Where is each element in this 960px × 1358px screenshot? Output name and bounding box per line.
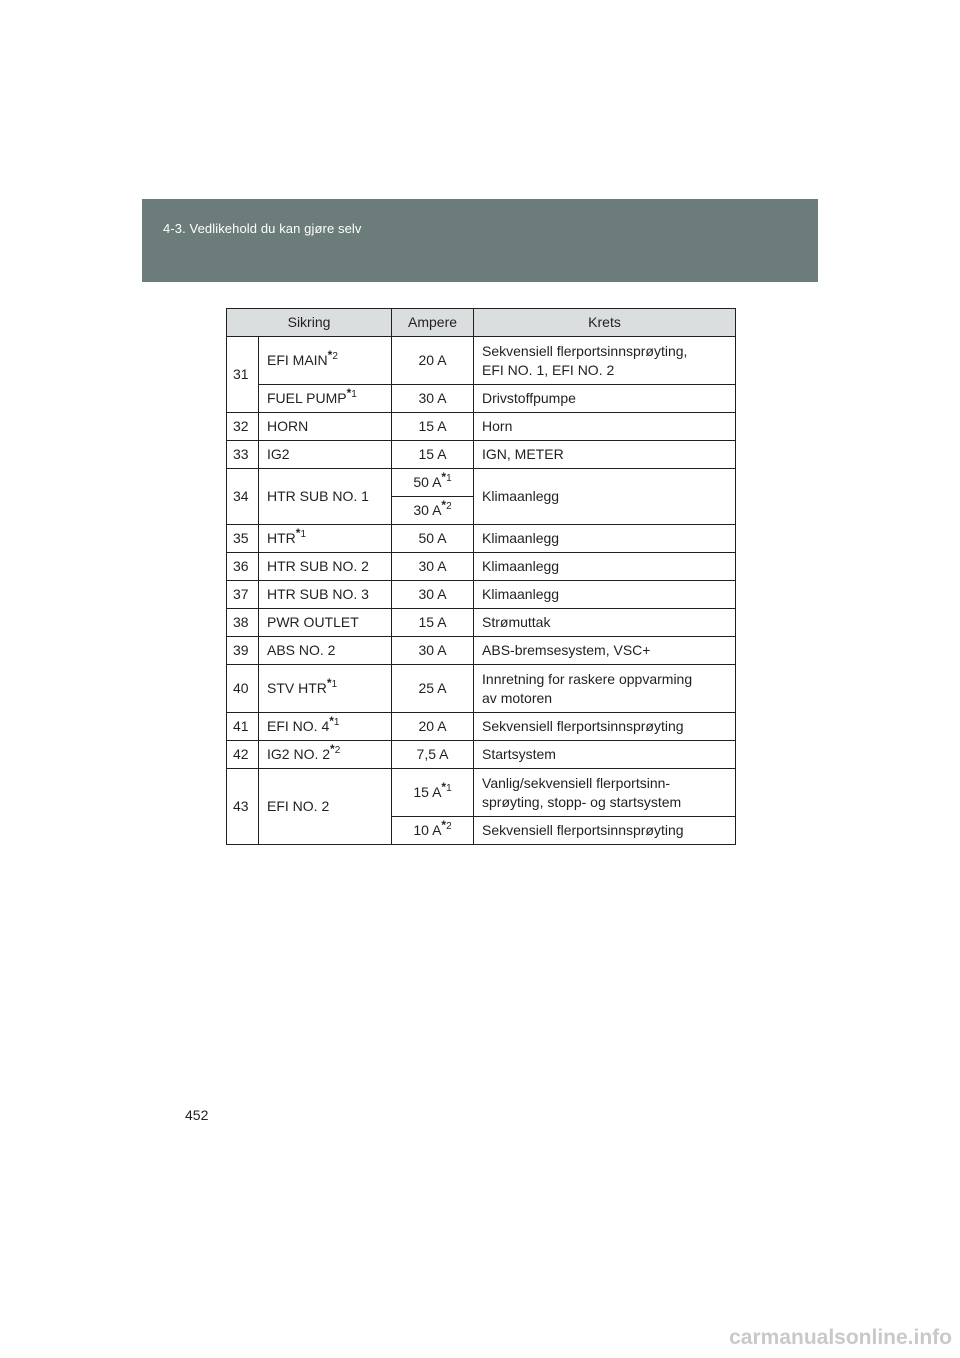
fuse-number: 33 [227,441,259,469]
footnote-ref: *2 [441,498,452,512]
footnote-ref: *1 [441,470,452,484]
fuse-ampere: 30 A$^{*2}$ [392,497,474,525]
fuse-number: 32 [227,413,259,441]
fuse-ampere: 15 A [392,441,474,469]
fuse-table [226,308,736,845]
fuse-name: IG2 [259,441,392,469]
fuse-name: HTR SUB NO. 3 [259,581,392,609]
table-row [227,609,736,637]
section-header-band [142,199,818,282]
table-row [227,553,736,581]
fuse-circuit: Klimaanlegg [474,553,736,581]
footnote-ref: *2 [327,348,338,362]
column-header-sikring: Sikring [227,309,392,337]
fuse-ampere: 30 A [392,385,474,413]
fuse-name: ABS NO. 2 [259,637,392,665]
footnote-ref: *2 [441,818,452,832]
fuse-circuit: Horn [474,413,736,441]
table-row [227,713,736,741]
column-header-krets: Krets [474,309,736,337]
table-header-row [227,309,736,337]
footnote-ref: *1 [329,714,340,728]
table-row [227,337,736,385]
table-row [227,385,736,413]
fuse-circuit: Strømuttak [474,609,736,637]
table-row [227,469,736,497]
fuse-number: 43 [227,769,259,845]
table-row [227,769,736,817]
fuse-name: HTR$^{*1}$ [259,525,392,553]
fuse-number: 40 [227,665,259,713]
fuse-circuit: ABS-bremsesystem, VSC+ [474,637,736,665]
fuse-circuit: Sekvensiell flerportsinnsprøyting [474,817,736,845]
fuse-number: 34 [227,469,259,525]
fuse-circuit: Klimaanlegg [474,581,736,609]
fuse-circuit: Vanlig/sekvensiell flerportsinn- sprøyting, stopp- og startsystem [474,769,736,817]
fuse-name: EFI NO. 4$^{*1}$ [259,713,392,741]
footnote-ref: *1 [326,676,338,690]
fuse-circuit: Sekvensiell flerportsinnsprøyting, EFI NO. 1, EFI NO. 2 [474,337,736,385]
fuse-name: HTR SUB NO. 1 [259,469,392,525]
fuse-ampere: 10 A$^{*2}$ [392,817,474,845]
fuse-number: 35 [227,525,259,553]
table-row [227,741,736,769]
fuse-name: IG2 NO. 2$^{*2}$ [259,741,392,769]
fuse-name: HTR SUB NO. 2 [259,553,392,581]
fuse-ampere: 50 A$^{*1}$ [392,469,474,497]
table-row [227,665,736,713]
fuse-circuit: Sekvensiell flerportsinnsprøyting [474,713,736,741]
fuse-circuit: IGN, METER [474,441,736,469]
fuse-name: EFI NO. 2 [259,769,392,845]
fuse-number: 41 [227,713,259,741]
fuse-ampere: 30 A [392,637,474,665]
fuse-ampere: 30 A [392,553,474,581]
fuse-number: 31 [227,337,259,413]
table-row [227,637,736,665]
fuse-number: 37 [227,581,259,609]
column-header-ampere: Ampere [392,309,474,337]
fuse-name: PWR OUTLET [259,609,392,637]
fuse-ampere: 15 A [392,413,474,441]
fuse-ampere: 30 A [392,581,474,609]
fuse-circuit: Klimaanlegg [474,525,736,553]
fuse-ampere: 7,5 A [392,741,474,769]
fuse-number: 36 [227,553,259,581]
table-row [227,413,736,441]
fuse-circuit: Drivstoffpumpe [474,385,736,413]
fuse-ampere: 20 A [392,713,474,741]
section-title: 4-3. Vedlikehold du kan gjøre selv [163,221,362,236]
fuse-ampere: 50 A [392,525,474,553]
fuse-name: HORN [259,413,392,441]
fuse-circuit: Klimaanlegg [474,469,736,525]
fuse-ampere: 15 A [392,609,474,637]
footnote-ref: *2 [330,742,341,756]
page-number: 452 [185,1107,209,1123]
watermark: carmanualsonline.info [729,1326,952,1349]
footnote-ref: *1 [346,386,357,400]
fuse-number: 42 [227,741,259,769]
fuse-ampere: 15 A$^{*1}$ [392,769,474,817]
table-row [227,441,736,469]
table-row [227,581,736,609]
fuse-circuit: Innretning for raskere oppvarming av motoren [474,665,736,713]
table-row [227,525,736,553]
fuse-ampere: 20 A [392,337,474,385]
fuse-number: 39 [227,637,259,665]
fuse-name: EFI MAIN$^{*2}$ [259,337,392,385]
fuse-name: FUEL PUMP$^{*1}$ [259,385,392,413]
fuse-number: 38 [227,609,259,637]
fuse-name: STV HTR$^{*1}$ [259,665,392,713]
footnote-ref: *1 [441,780,452,794]
footnote-ref: *1 [295,526,307,540]
fuse-circuit: Startsystem [474,741,736,769]
fuse-ampere: 25 A [392,665,474,713]
